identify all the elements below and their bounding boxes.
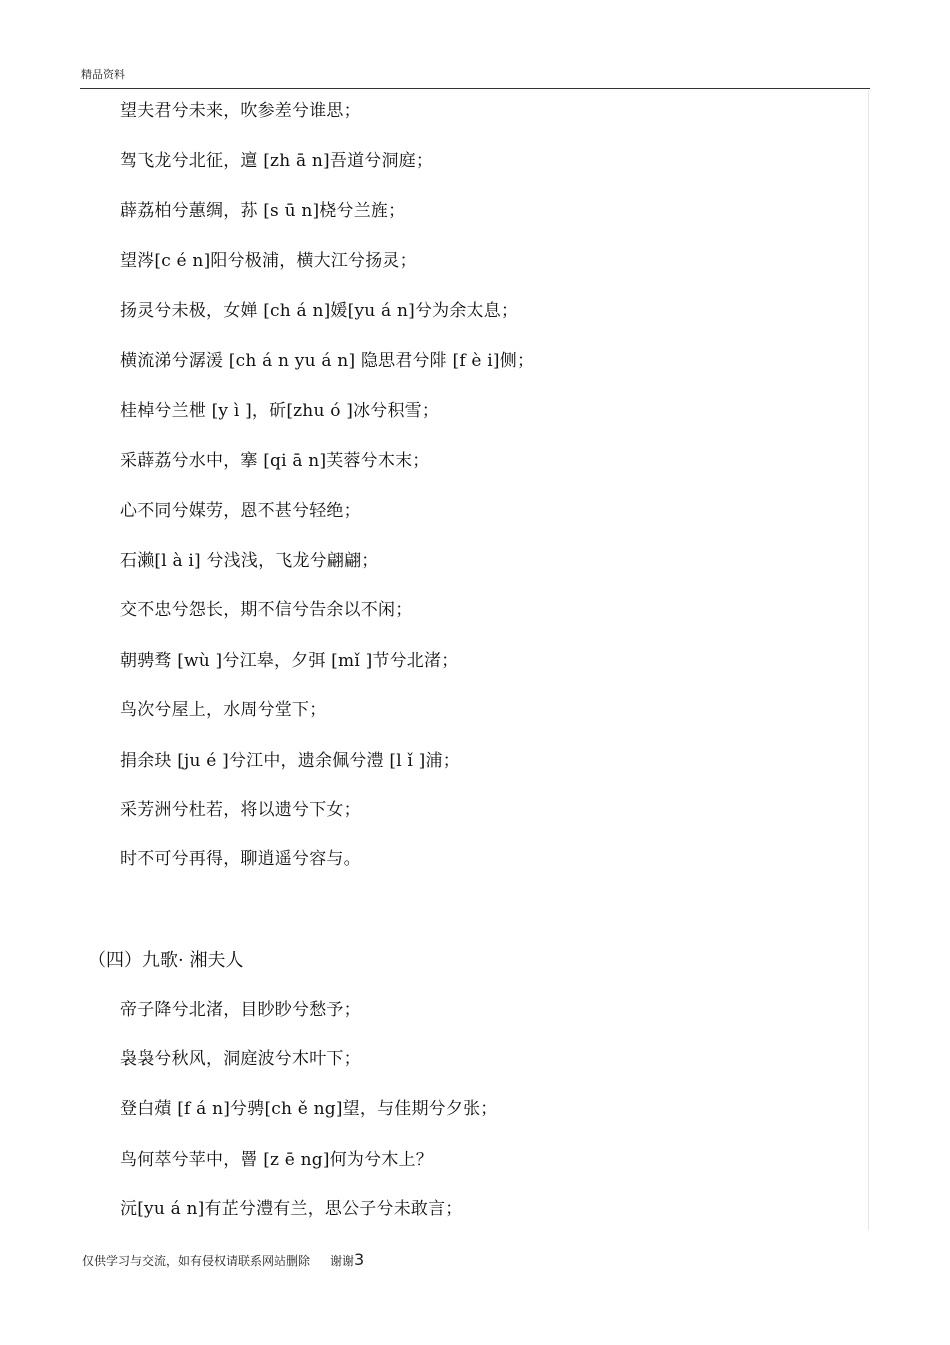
poem-line: 横流涕兮潺湲 [ch á n yu á n] 隐思君兮陫 [f è i]侧；	[120, 351, 535, 371]
poem-line: 登白薠 [f á n]兮骋[ch ě ng]望，与佳期兮夕张；	[120, 1099, 498, 1119]
poem-line: 望夫君兮未来，吹参差兮谁思；	[120, 101, 361, 121]
poem-line: 薜荔柏兮蕙绸，荪 [s ū n]桡兮兰旌；	[120, 201, 406, 221]
poem-line: 扬灵兮未极，女婵 [ch á n]媛[yu á n]兮为余太息；	[120, 301, 519, 321]
poem-line: 鸟何萃兮苹中，罾 [z ē ng]何为兮木上？	[120, 1150, 433, 1170]
section-title: （四）九歌· 湘夫人	[88, 950, 244, 971]
poem-line: 驾飞龙兮北征，邅 [zh ā n]吾道兮洞庭；	[120, 151, 434, 171]
poem-line: 桂棹兮兰枻 [y ì ]，斫[zhu ó ]冰兮积雪；	[120, 401, 440, 421]
poem-line: 袅袅兮秋风，洞庭波兮木叶下；	[120, 1049, 361, 1069]
page-header-label: 精品资料	[81, 68, 125, 81]
header-divider	[80, 88, 870, 89]
poem-line: 时不可兮再得，聊逍遥兮容与。	[120, 849, 361, 869]
poem-line: 望涔[c é n]阳兮极浦，横大江兮扬灵；	[120, 251, 417, 271]
poem-line: 朝骋骛 [wù ]兮江皋，夕弭 [mǐ ]节兮北渚；	[120, 651, 459, 671]
poem-line: 心不同兮媒劳，恩不甚兮轻绝；	[120, 501, 361, 521]
poem-line: 沅[yu á n]有芷兮澧有兰，思公子兮未敢言；	[120, 1199, 463, 1219]
poem-line: 捐余玦 [ju é ]兮江中，遗余佩兮澧 [l ǐ ]浦；	[120, 751, 460, 771]
poem-line: 采芳洲兮杜若，将以遗兮下女；	[120, 800, 361, 820]
poem-line: 采薜荔兮水中，搴 [qi ā n]芙蓉兮木末；	[120, 451, 430, 471]
poem-line: 石濑[l à i] 兮浅浅，飞龙兮翩翩；	[120, 551, 379, 571]
footer-note: 仅供学习与交流，如有侵权请联系网站删除	[82, 1254, 311, 1268]
page-number: 3	[354, 1250, 365, 1269]
poem-line: 鸟次兮屋上，水周兮堂下；	[120, 700, 327, 720]
page-footer	[82, 1250, 364, 1269]
right-margin-line	[868, 90, 869, 1230]
footer-thanks: 谢谢	[330, 1254, 355, 1268]
poem-line: 交不忠兮怨长，期不信兮告余以不闲；	[120, 600, 413, 620]
poem-line: 帝子降兮北渚，目眇眇兮愁予；	[120, 1000, 361, 1020]
